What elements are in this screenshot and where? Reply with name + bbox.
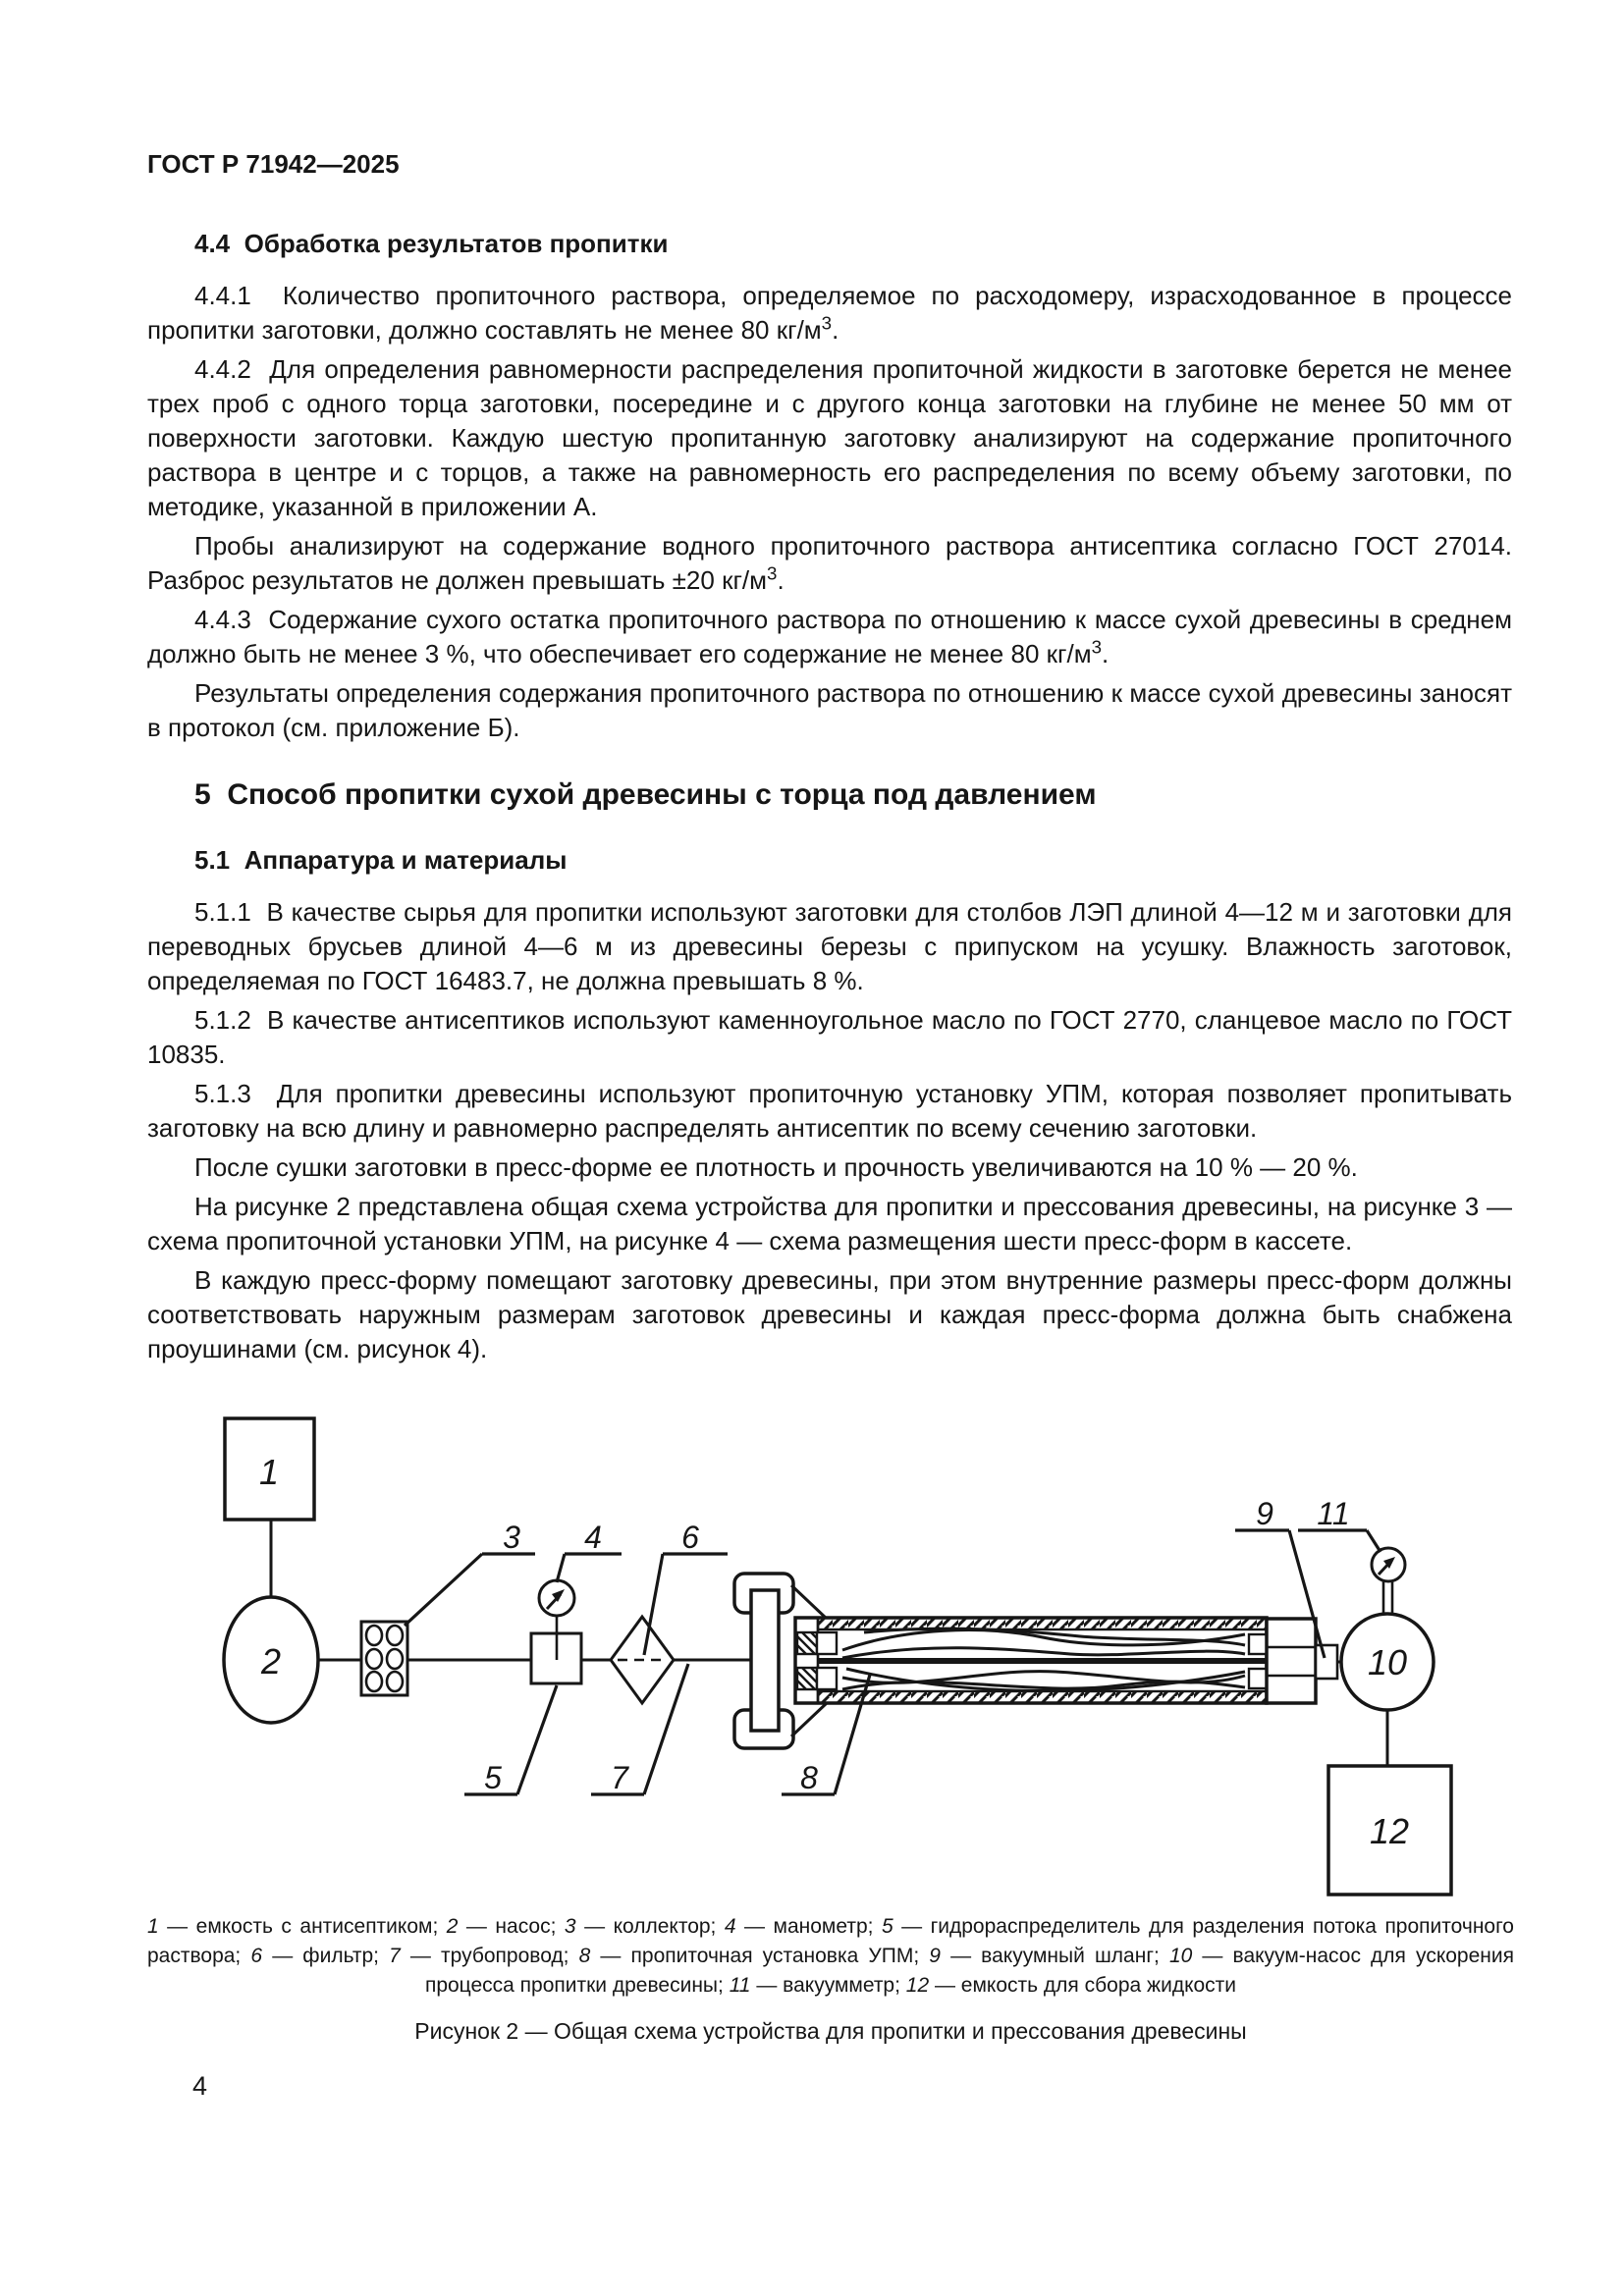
para-4-4-2: 4.4.2 Для определения равномерности распределения пропиточной жидкости в заготовке берется не менее трех проб с одного торца заготовки, посередине и с другого конца заготовки на глубине не менее 50 мм от поверхности заготовки. Каждую шестую пропитанную заготовку анализируют на содержание пропиточного раствора в центре и с торцов, а также на равномерность его распределения по всему объему заготовки, по методике, указанной в приложении А. xyxy=(147,354,1520,521)
vacuum-hose-9 xyxy=(1316,1645,1337,1679)
tank-antiseptic-1 xyxy=(225,1418,314,1520)
figure-number-3: 3 xyxy=(503,1520,520,1555)
para-press-forma: В каждую пресс-форму помещают заготовку древесины, при этом внутренние размеры пресс-форм должны соответствовать наружным размерам заготовок древесины и каждая пресс-форма должна быть снабжена проушинами (см. рисунок 4). xyxy=(147,1265,1520,1363)
collection-tank-12 xyxy=(1328,1710,1451,1895)
para-5-1-2: 5.1.2 В качестве антисептиков используют каменноугольное масло по ГОСТ 2770, сланцевое масло по ГОСТ 10835. xyxy=(147,1005,1520,1069)
document-header: ГОСТ Р 71942—2025 xyxy=(147,149,400,179)
figure-2-caption: Рисунок 2 — Общая схема устройства для пропитки и прессования древесины xyxy=(414,2018,1247,2044)
para-5-1-3: 5.1.3 Для пропитки древесины используют пропиточную установку УПМ, которая позволяет пропитывать заготовку на всю длину и равномерно распределять антисептик по всему сечению заготовки. xyxy=(147,1079,1520,1143)
para-sushka: После сушки заготовки в пресс-форме ее плотность и прочность увеличиваются на 10 % — 20 %. xyxy=(194,1152,1358,1182)
section-5-heading: 5 Способ пропитки сухой древесины с торца под давлением xyxy=(194,778,1097,811)
para-result: Результаты определения содержания пропиточного раствора по отношению к массе сухой древесины заносят в протокол (см. приложение Б). xyxy=(147,678,1520,742)
para-4-4-1: 4.4.1 Количество пропиточного раствора, определяемое по расходомеру, израсходованное в процессе пропитки заготовки, должно составлять не менее 80 $кг/м^3$. xyxy=(147,281,1520,345)
figure-number-2: 2 xyxy=(260,1641,282,1682)
hydro-distributor-5 xyxy=(531,1616,581,1683)
figure-number-9: 9 xyxy=(1256,1496,1273,1531)
para-4-4-3: 4.4.3 Содержание сухого остатка пропиточного раствора по отношению к массе сухой древесины в среднем должно быть не менее 3 %, что обеспечивает его содержание не менее 80 $кг/м^3$. xyxy=(147,605,1520,668)
figure-2-diagram xyxy=(0,1404,1624,1914)
para-risunki: На рисунке 2 представлена общая схема устройства для пропитки и прессования древесины, на рисунке 3 — схема пропиточной установки УПМ, на рисунке 4 — схема размещения шести пресс-форм в кассете. xyxy=(147,1192,1520,1255)
figure-number-11: 11 xyxy=(1317,1496,1350,1531)
pump-2 xyxy=(224,1597,318,1723)
section-4-4-heading: 4.4 Обработка результатов пропитки xyxy=(194,229,669,258)
vacuum-meter-11 xyxy=(1372,1548,1405,1615)
figure-number-7: 7 xyxy=(611,1760,628,1795)
document-body xyxy=(147,147,1520,1371)
figure-number-10: 10 xyxy=(1367,1642,1408,1682)
manometer-4 xyxy=(539,1580,574,1616)
collector-3 xyxy=(361,1622,407,1695)
vacuum-pump-10 xyxy=(1341,1614,1434,1710)
section-5-1-heading: 5.1 Аппаратура и материалы xyxy=(194,845,568,875)
figure-2-legend: 1 — емкость с антисептиком; 2 — насос; 3 — коллектор; 4 — манометр; 5 — гидрораспределитель для разделения потока пропиточного раствора; 6 — фильтр; 7 — трубопровод; 8 — пропиточная установка УПМ; 9 — вакуумный шланг; 10 — вакуум-насос для ускорения процесса пропитки древесины; 11 — вакуумметр; 12 — емкость для сбора жидкости xyxy=(147,1915,1514,1997)
figure-number-6: 6 xyxy=(681,1520,699,1555)
impregnation-unit-8 xyxy=(795,1618,1341,1703)
para-5-1-1: 5.1.1 В качестве сырья для пропитки используют заготовки для столбов ЛЭП длиной 4—12 м и заготовки для переводных брусьев длиной 4—6 м из древесины березы с припуском на усушку. Влажность заготовок, определяемая по ГОСТ 16483.7, не должна превышать 8 %. xyxy=(147,897,1520,995)
filter-6 xyxy=(611,1617,674,1703)
page-number: 4 xyxy=(192,2071,208,2101)
figure-number-1: 1 xyxy=(258,1452,280,1492)
figure-number-8: 8 xyxy=(800,1760,818,1795)
para-proby: Пробы анализируют на содержание водного пропиточного раствора антисептика согласно ГОСТ 27014. Разброс результатов не должен превышать ±20 $кг/м^3$. xyxy=(147,531,1520,595)
figure-number-5: 5 xyxy=(484,1760,502,1795)
figure-number-4: 4 xyxy=(584,1520,602,1555)
figure-number-12: 12 xyxy=(1369,1811,1410,1851)
